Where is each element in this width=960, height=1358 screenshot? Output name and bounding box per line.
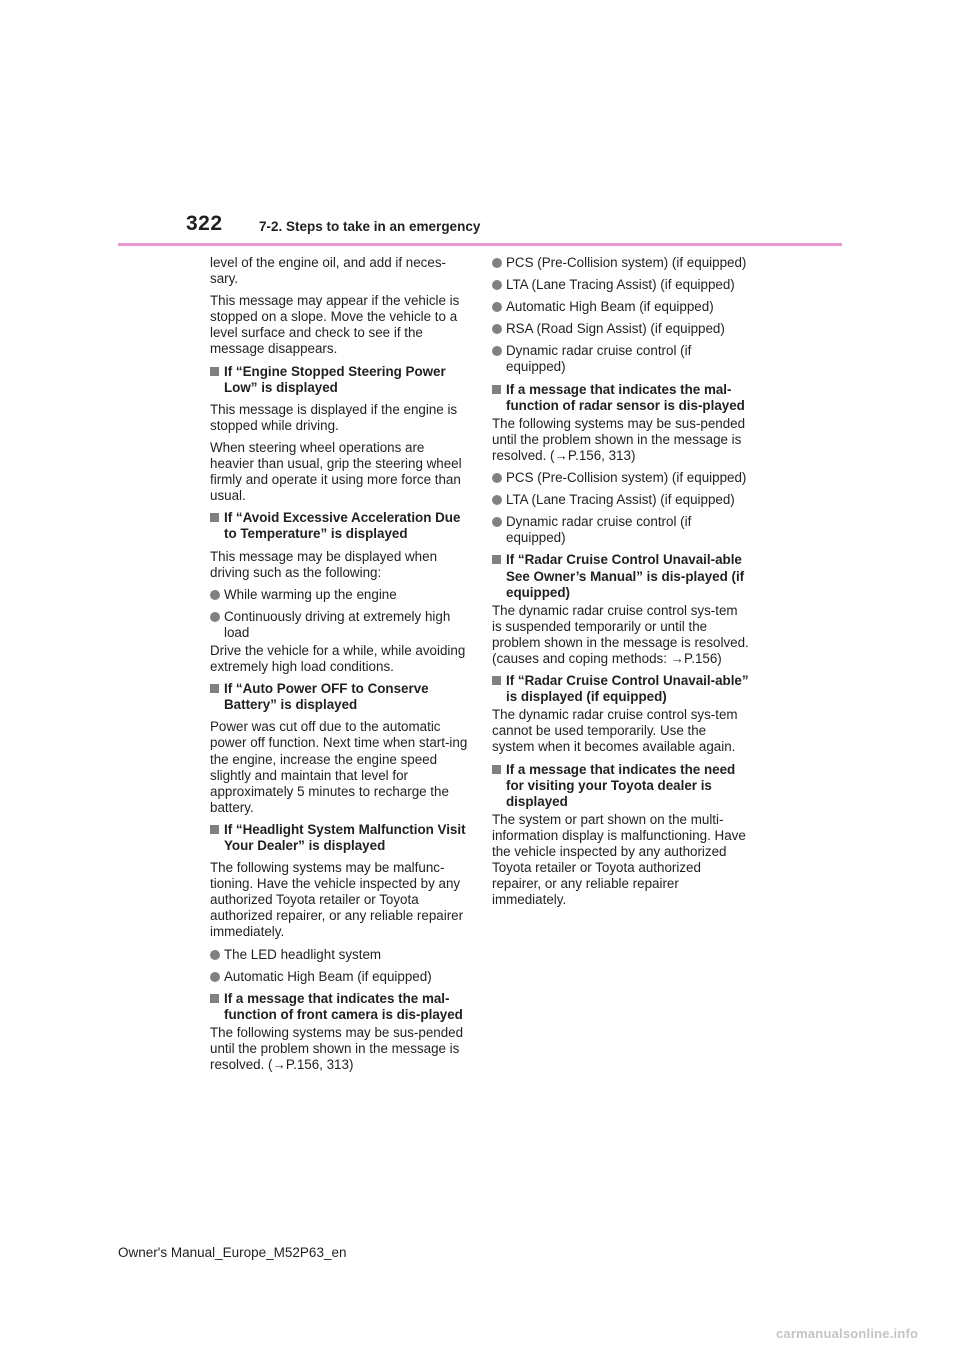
- round-bullet-icon: [492, 302, 502, 312]
- subheading: [210, 822, 468, 854]
- square-bullet-icon: [492, 765, 501, 774]
- watermark: carmanualsonline.info: [776, 1326, 919, 1341]
- bullet-text: Automatic High Beam (if equipped): [224, 968, 432, 984]
- page-header: [0, 0, 960, 250]
- round-bullet-icon: [492, 346, 502, 356]
- footer-text: Owner's Manual_Europe_M52P63_en: [118, 1245, 347, 1260]
- paragraph: The dynamic radar cruise control sys-tem is suspended temporarily or until the problem shown in the message is resolved. (causes and coping methods: →P.156): [492, 602, 749, 666]
- paragraph: The following systems may be sus-pended until the problem shown in the message is resolved. (→P.156, 313): [210, 1024, 464, 1073]
- bullet-text: The LED headlight system: [224, 946, 382, 962]
- left-column: [210, 255, 468, 1079]
- square-bullet-icon: [492, 385, 501, 394]
- paragraph: This message is displayed if the engine is stopped while driving.: [210, 401, 458, 433]
- round-bullet-icon: [492, 517, 502, 527]
- subheading: [492, 673, 750, 705]
- square-bullet-icon: [210, 367, 219, 376]
- subheading: [210, 364, 468, 396]
- bullet-item: [210, 969, 468, 985]
- page-number: 322: [186, 212, 223, 235]
- square-bullet-icon: [492, 555, 501, 564]
- subheading-text: If “Auto Power OFF to Conserve Battery” is displayed: [224, 681, 429, 713]
- bullet-text: Dynamic radar cruise control (if equipped): [506, 514, 692, 546]
- square-bullet-icon: [210, 825, 219, 834]
- bullet-text: PCS (Pre-Collision system) (if equipped): [506, 470, 747, 486]
- round-bullet-icon: [492, 280, 502, 290]
- subheading: [210, 510, 468, 542]
- bullet-text: PCS (Pre-Collision system) (if equipped): [506, 255, 747, 270]
- square-bullet-icon: [210, 994, 219, 1003]
- subheading: [210, 681, 468, 713]
- bullet-text: LTA (Lane Tracing Assist) (if equipped): [506, 492, 735, 508]
- bullet-item: [210, 609, 468, 641]
- paragraph: When steering wheel operations are heavier than usual, grip the steering wheel firmly and operate it using more force than usual.: [210, 439, 462, 504]
- paragraph: This message may be displayed when driving such as the following:: [210, 548, 438, 580]
- bullet-item: [492, 514, 750, 546]
- bullet-text: LTA (Lane Tracing Assist) (if equipped): [506, 277, 735, 293]
- subheading: [492, 552, 750, 600]
- subheading: [210, 991, 468, 1023]
- round-bullet-icon: [210, 590, 220, 600]
- subheading: [492, 382, 750, 414]
- round-bullet-icon: [492, 495, 502, 505]
- bullet-item: [210, 947, 468, 963]
- square-bullet-icon: [492, 676, 501, 685]
- bullet-item: [492, 277, 750, 293]
- bullet-item: [492, 255, 750, 271]
- round-bullet-icon: [210, 950, 220, 960]
- round-bullet-icon: [492, 473, 502, 483]
- subheading-text: If a message that indicates the need for visiting your Toyota dealer is displayed: [506, 761, 736, 809]
- bullet-text: Continuously driving at extremely high load: [224, 608, 451, 640]
- subheading-text: If “Headlight System Malfunction Visit Your Dealer” is displayed: [224, 821, 466, 853]
- round-bullet-icon: [210, 612, 220, 622]
- subheading-text: If “Engine Stopped Steering Power Low” is displayed: [224, 363, 446, 395]
- paragraph: The following systems may be malfunc-tioning. Have the vehicle inspected by any authorized Toyota retailer or Toyota authorized repairer, or any reliable repairer immediately.: [210, 860, 464, 940]
- subheading-text: If a message that indicates the mal-function of front camera is dis-played: [224, 990, 463, 1022]
- paragraph: level of the engine oil, and add if neces-sary.: [210, 255, 446, 287]
- subheading-text: If “Avoid Excessive Acceleration Due to Temperature” is displayed: [224, 510, 461, 542]
- subheading-text: If “Radar Cruise Control Unavail-able See Owner’s Manual” is dis-played (if equipped): [506, 552, 745, 600]
- header-divider: [118, 243, 842, 246]
- round-bullet-icon: [492, 258, 502, 268]
- round-bullet-icon: [492, 324, 502, 334]
- round-bullet-icon: [210, 972, 220, 982]
- paragraph: The following systems may be sus-pended until the problem shown in the message is resolved. (→P.156, 313): [492, 415, 746, 463]
- bullet-item: [492, 299, 750, 315]
- subheading-text: If a message that indicates the mal-function of radar sensor is dis-played: [506, 381, 745, 413]
- bullet-item: [492, 343, 750, 375]
- bullet-text: RSA (Road Sign Assist) (if equipped): [506, 321, 725, 337]
- bullet-text: Automatic High Beam (if equipped): [506, 299, 714, 315]
- paragraph: Power was cut off due to the automatic power off function. Next time when start-ing the engine, increase the engine speed slightly and maintain that level for approximately 5 minutes to recharge the battery.: [210, 719, 468, 815]
- bullet-text: Dynamic radar cruise control (if equipped): [506, 343, 692, 375]
- bullet-item: [492, 492, 750, 508]
- subheading: [492, 762, 750, 810]
- square-bullet-icon: [210, 513, 219, 522]
- square-bullet-icon: [210, 684, 219, 693]
- right-column: [492, 255, 750, 914]
- paragraph: The dynamic radar cruise control sys-tem cannot be used temporarily. Use the system when it becomes available again.: [492, 707, 738, 755]
- paragraph: This message may appear if the vehicle is stopped on a slope. Move the vehicle to a level surface and check to see if the message disappears.: [210, 293, 460, 357]
- subheading-text: If “Radar Cruise Control Unavail-able” is displayed (if equipped): [506, 673, 749, 705]
- bullet-text: While warming up the engine: [224, 586, 397, 602]
- bullet-item: [210, 587, 468, 603]
- bullet-item: [492, 470, 750, 486]
- paragraph: Drive the vehicle for a while, while avoiding extremely high load conditions.: [210, 642, 466, 675]
- bullet-item: [492, 321, 750, 337]
- paragraph: The system or part shown on the multi-information display is malfunctioning. Have the vehicle inspected by any authorized Toyota retailer or Toyota authorized repairer, or any reliable repairer immediately.: [492, 811, 746, 908]
- section-title: 7-2. Steps to take in an emergency: [259, 219, 481, 234]
